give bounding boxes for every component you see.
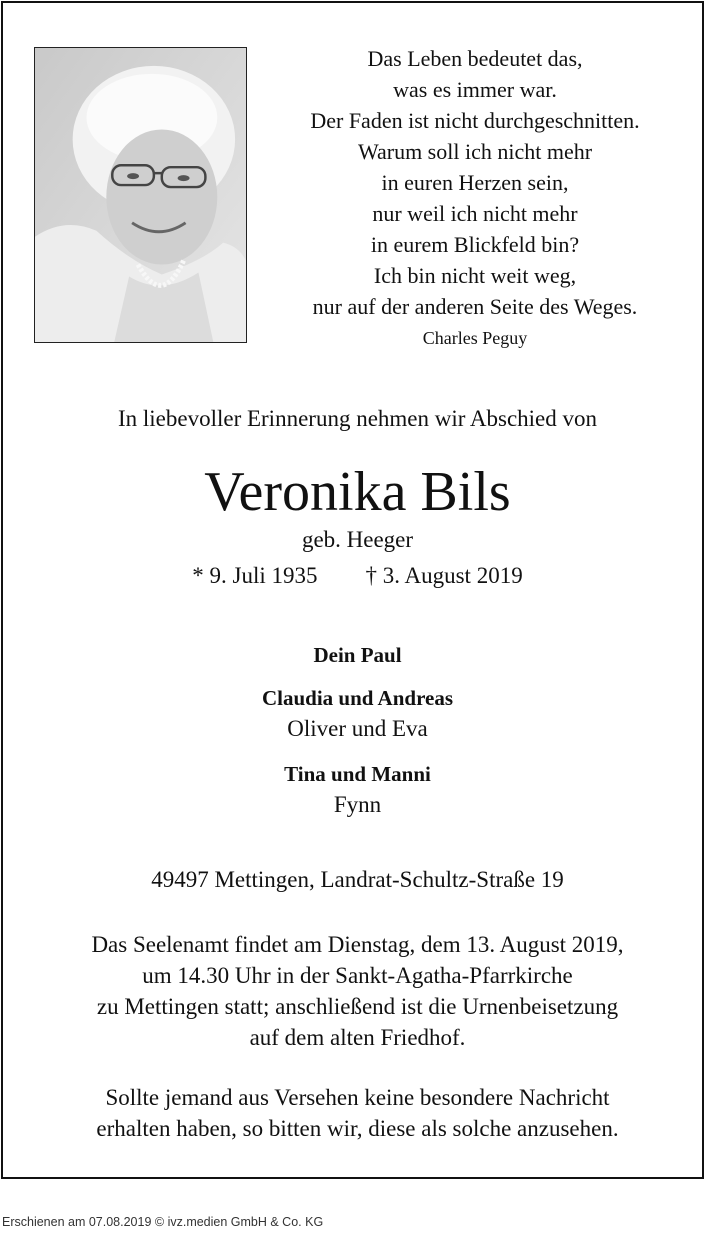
family-group1-heading: Claudia und Andreas [261,686,454,710]
service-line: um 14.30 Uhr in der Sankt-Agatha-Pfarrkirche [142,963,573,988]
service-line: zu Mettingen statt; anschließend ist die Urnenbeisetzung [96,994,619,1019]
family-group1-members: Oliver und Eva [287,716,428,741]
notice-line: erhalten haben, so bitten wir, diese als solche anzusehen. [96,1116,619,1141]
birth-date: * 9. Juli 1935 [192,563,318,588]
portrait-photo [34,47,247,343]
poem-line: Das Leben bedeutet das, [367,46,583,71]
deceased-name: Veronika Bils [204,461,511,523]
publication-footer: Erschienen am 07.08.2019 © ivz.medien GmbH & Co. KG [2,1215,324,1229]
death-date: † 3. August 2019 [365,563,523,588]
poem-line: nur weil ich nicht mehr [372,201,578,226]
poem-line: Ich bin nicht weit weg, [373,263,577,288]
service-line: auf dem alten Friedhof. [249,1025,466,1050]
poem [265,43,685,322]
maiden-name: geb. Heeger [301,527,414,552]
notice-line: Sollte jemand aus Versehen keine besondere Nachricht [105,1085,610,1110]
poem-line: in euren Herzen sein, [381,170,569,195]
portrait-image [35,48,246,342]
family-spouse: Dein Paul [313,643,402,667]
life-dates [3,563,709,589]
family-group2-heading: Tina und Manni [284,762,431,786]
service-line: Das Seelenamt findet am Dienstag, dem 13. August 2019, [91,932,624,957]
family-address: 49497 Mettingen, Landrat-Schultz-Straße 19 [151,867,564,892]
family-group2-members: Fynn [333,792,382,817]
intro-text: In liebevoller Erinnerung nehmen wir Abschied von [117,406,598,431]
obituary-frame [1,1,704,1179]
poem-line: in eurem Blickfeld bin? [370,232,580,257]
poem-line: Warum soll ich nicht mehr [357,139,593,164]
poem-line: Der Faden ist nicht durchgeschnitten. [310,108,640,133]
notice [3,1082,709,1144]
poem-author: Charles Peguy [422,328,528,348]
poem-line: was es immer war. [393,77,557,102]
service-info [3,929,709,1053]
poem-line: nur auf der anderen Seite des Weges. [312,294,638,319]
